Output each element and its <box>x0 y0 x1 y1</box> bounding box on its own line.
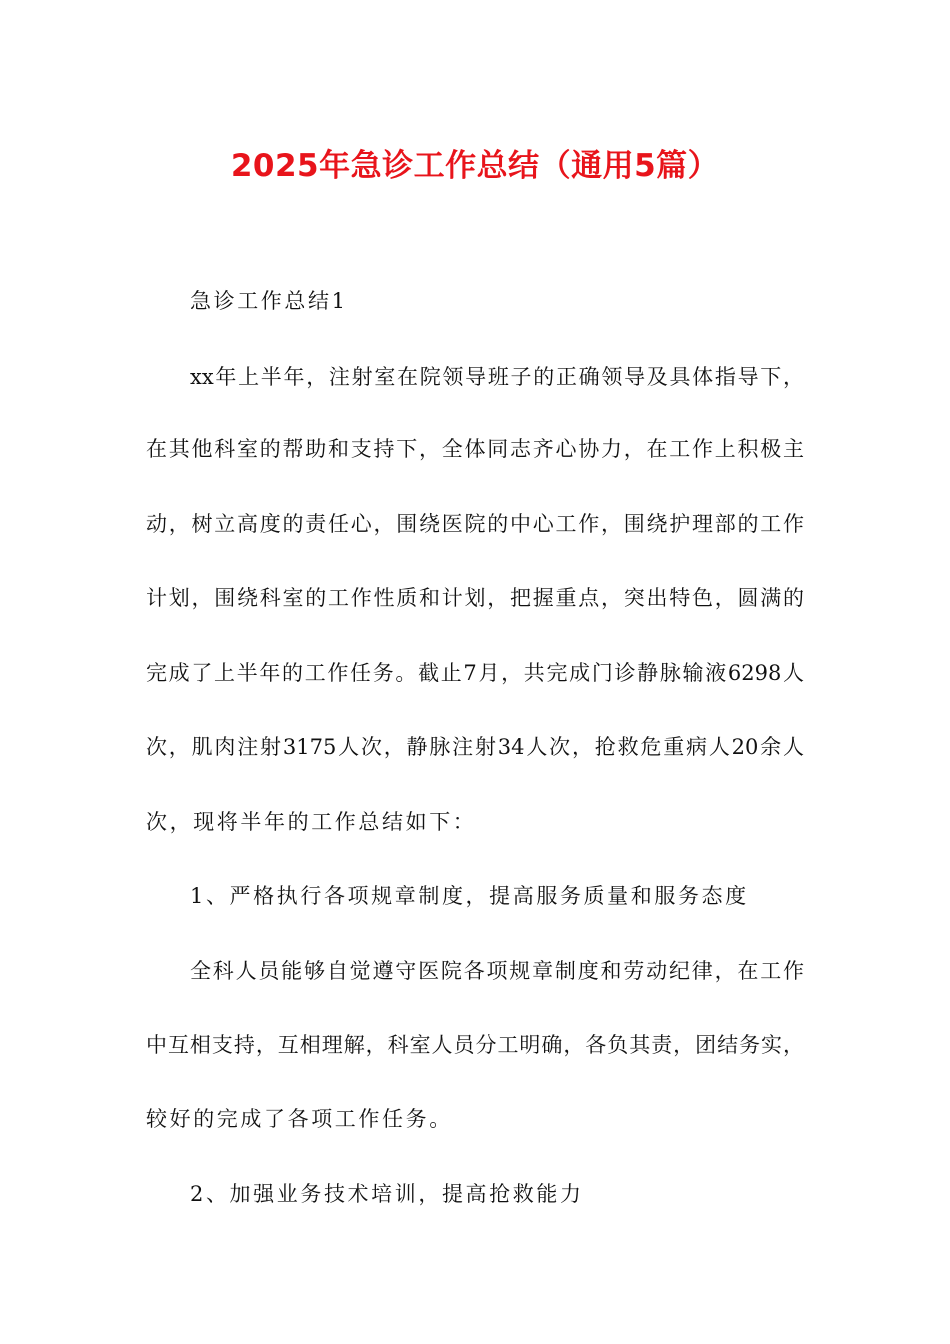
document-title: 2025年急诊工作总结（通用5篇） <box>230 148 720 184</box>
paragraph-1-line-7: 次，现将半年的工作总结如下： <box>146 810 477 834</box>
paragraph-1-line-5: 完成了上半年的工作任务。截止7月，共完成门诊静脉输液6298人 <box>146 661 804 685</box>
item-2-heading: 2、加强业务技术培训，提高抢救能力 <box>190 1182 584 1206</box>
item-1-heading: 1、严格执行各项规章制度，提高服务质量和服务态度 <box>190 884 749 908</box>
paragraph-1-line-4: 计划，围绕科室的工作性质和计划，把握重点，突出特色，圆满的 <box>146 586 804 610</box>
paragraph-2-line-2: 中互相支持，互相理解，科室人员分工明确，各负其责，团结务实， <box>146 1033 804 1057</box>
paragraph-2-line-3: 较好的完成了各项工作任务。 <box>146 1107 453 1131</box>
paragraph-1-line-3: 动，树立高度的责任心，围绕医院的中心工作，围绕护理部的工作 <box>146 512 804 536</box>
paragraph-1-line-2: 在其他科室的帮助和支持下，全体同志齐心协力，在工作上积极主 <box>146 437 804 461</box>
paragraph-2-line-1: 全科人员能够自觉遵守医院各项规章制度和劳动纪律，在工作 <box>190 959 804 983</box>
paragraph-1-line-6: 次，肌肉注射3175人次，静脉注射34人次，抢救危重病人20余人 <box>146 735 804 759</box>
section-heading: 急诊工作总结1 <box>190 289 348 313</box>
paragraph-1-line-1: xx年上半年，注射室在院领导班子的正确领导及具体指导下， <box>190 365 804 389</box>
